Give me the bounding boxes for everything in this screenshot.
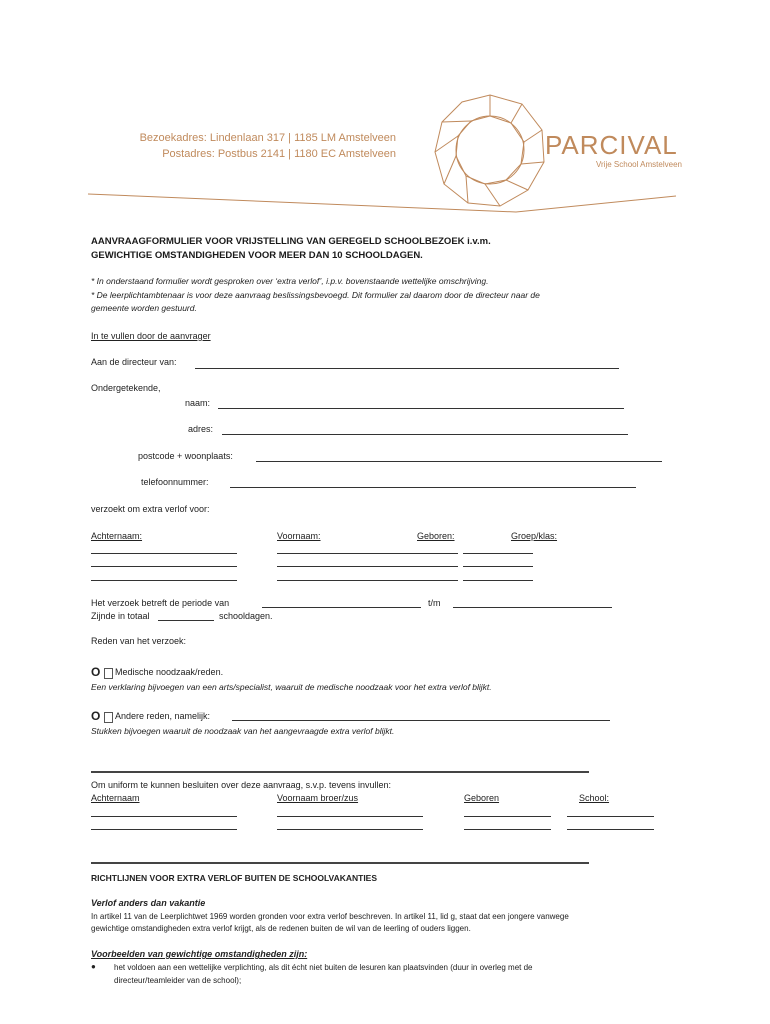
bullet1-text-a: het voldoen aan een wettelijke verplichting, als dit écht niet buiten de lesuren kan plaatsvinden (duur in overleg met de bbox=[114, 963, 533, 972]
name-field[interactable] bbox=[218, 408, 624, 409]
child3-lastname-field[interactable] bbox=[91, 580, 237, 581]
child1-born-field[interactable] bbox=[463, 553, 533, 554]
postcode-label: postcode + woonplaats: bbox=[138, 451, 233, 461]
other-option-radio[interactable]: O bbox=[91, 709, 101, 723]
period-from-field[interactable] bbox=[262, 607, 421, 608]
sib2-firstname-field[interactable] bbox=[277, 829, 423, 830]
child1-lastname-field[interactable] bbox=[91, 553, 237, 554]
other-reason-field[interactable] bbox=[232, 720, 610, 721]
to-director-field[interactable] bbox=[195, 368, 619, 369]
period-until-field[interactable] bbox=[453, 607, 612, 608]
postal-address: Postadres: Postbus 2141 | 1180 EC Amstelveen bbox=[162, 148, 396, 160]
sib-col-firstname: Voornaam broer/zus bbox=[277, 793, 359, 803]
total-days-field[interactable] bbox=[158, 620, 214, 621]
phone-field[interactable] bbox=[230, 487, 636, 488]
other-option-label: Andere reden, namelijk: bbox=[115, 711, 211, 721]
note-2a: * De leerplichtambtenaar is voor deze aanvraag beslissingsbevoegd. Dit formulier zal daarom door de directeur naar de bbox=[91, 290, 540, 300]
bullet-icon: ● bbox=[91, 962, 96, 971]
period-until-label: t/m bbox=[428, 598, 441, 608]
child2-firstname-field[interactable] bbox=[277, 566, 458, 567]
applicant-heading: In te vullen door de aanvrager bbox=[91, 331, 211, 341]
schooldays-label: schooldagen. bbox=[219, 611, 273, 621]
undersigned-label: Ondergetekende, bbox=[91, 383, 161, 393]
address-field[interactable] bbox=[222, 434, 628, 435]
period-label: Het verzoek betreft de periode van bbox=[91, 598, 230, 608]
medical-option-radio[interactable]: O bbox=[91, 665, 101, 679]
separator bbox=[91, 862, 589, 864]
separator bbox=[91, 771, 589, 773]
child3-born-field[interactable] bbox=[463, 580, 533, 581]
to-director-label: Aan de directeur van: bbox=[91, 357, 177, 367]
child2-lastname-field[interactable] bbox=[91, 566, 237, 567]
sib1-lastname-field[interactable] bbox=[91, 816, 237, 817]
sib2-school-field[interactable] bbox=[567, 829, 654, 830]
medical-option-label: Medische noodzaak/reden. bbox=[115, 667, 224, 677]
phone-label: telefoonnummer: bbox=[141, 477, 209, 487]
sib1-born-field[interactable] bbox=[464, 816, 551, 817]
sib2-born-field[interactable] bbox=[464, 829, 551, 830]
uniform-text: Om uniform te kunnen besluiten over deze aanvraag, s.v.p. tevens invullen: bbox=[91, 780, 392, 790]
logo-subtitle: Vrije School Amstelveen bbox=[596, 160, 682, 169]
sib1-school-field[interactable] bbox=[567, 816, 654, 817]
col-firstname: Voornaam: bbox=[277, 531, 321, 541]
guidelines-title: RICHTLIJNEN VOOR EXTRA VERLOF BUITEN DE SCHOOLVAKANTIES bbox=[91, 873, 378, 883]
other-note: Stukken bijvoegen waaruit de noodzaak van het aangevraagde extra verlof blijkt. bbox=[91, 726, 395, 736]
other-leave-heading: Verlof anders dan vakantie bbox=[91, 898, 206, 908]
child1-firstname-field[interactable] bbox=[277, 553, 458, 554]
reason-heading: Reden van het verzoek: bbox=[91, 636, 187, 646]
form-title-line2: GEWICHTIGE OMSTANDIGHEDEN VOOR MEER DAN 10 SCHOOLDAGEN. bbox=[91, 250, 423, 261]
sib1-firstname-field[interactable] bbox=[277, 816, 423, 817]
placeholder-glyph-icon bbox=[104, 712, 113, 723]
sib-col-lastname: Achternaam bbox=[91, 793, 140, 803]
sib-col-born: Geboren bbox=[464, 793, 500, 803]
other-leave-text-1: In artikel 11 van de Leerplichtwet 1969 worden gronden voor extra verlof beschreven. In artikel 11, lid g, staat dat een jongere vanwege bbox=[91, 912, 569, 921]
placeholder-glyph-icon bbox=[104, 668, 113, 679]
child2-born-field[interactable] bbox=[463, 566, 533, 567]
col-lastname: Achternaam: bbox=[91, 531, 143, 541]
bullet1-text-b: directeur/teamleider van de school); bbox=[114, 976, 242, 985]
total-label: Zijnde in totaal bbox=[91, 611, 150, 621]
child3-firstname-field[interactable] bbox=[277, 580, 458, 581]
note-2b: gemeente worden gestuurd. bbox=[91, 303, 197, 313]
visit-address: Bezoekadres: Lindenlaan 317 | 1185 LM Amstelveen bbox=[139, 132, 396, 144]
logo-name: PARCIVAL bbox=[545, 130, 678, 160]
name-label: naam: bbox=[185, 398, 211, 408]
requests-label: verzoekt om extra verlof voor: bbox=[91, 504, 210, 514]
sib-col-school: School: bbox=[579, 793, 610, 803]
header-rule bbox=[86, 180, 686, 216]
form-title-line1: AANVRAAGFORMULIER VOOR VRIJSTELLING VAN GEREGELD SCHOOLBEZOEK i.v.m. bbox=[91, 236, 491, 247]
postcode-field[interactable] bbox=[256, 461, 662, 462]
other-leave-text-2: gewichtige omstandigheden extra verlof krijgt, als de redenen buiten de wil van de leerling of ouders liggen. bbox=[91, 924, 471, 933]
examples-heading: Voorbeelden van gewichtige omstandigheden zijn: bbox=[91, 949, 308, 959]
address-label: adres: bbox=[188, 424, 214, 434]
col-group: Groep/klas: bbox=[511, 531, 558, 541]
note-1: * In onderstaand formulier wordt gesproken over ‘extra verlof’, i.p.v. bovenstaande wettelijke omschrijving. bbox=[91, 276, 489, 286]
medical-note: Een verklaring bijvoegen van een arts/specialist, waaruit de medische noodzaak voor het extra verlof blijkt. bbox=[91, 682, 492, 692]
sib2-lastname-field[interactable] bbox=[91, 829, 237, 830]
col-born: Geboren: bbox=[417, 531, 455, 541]
